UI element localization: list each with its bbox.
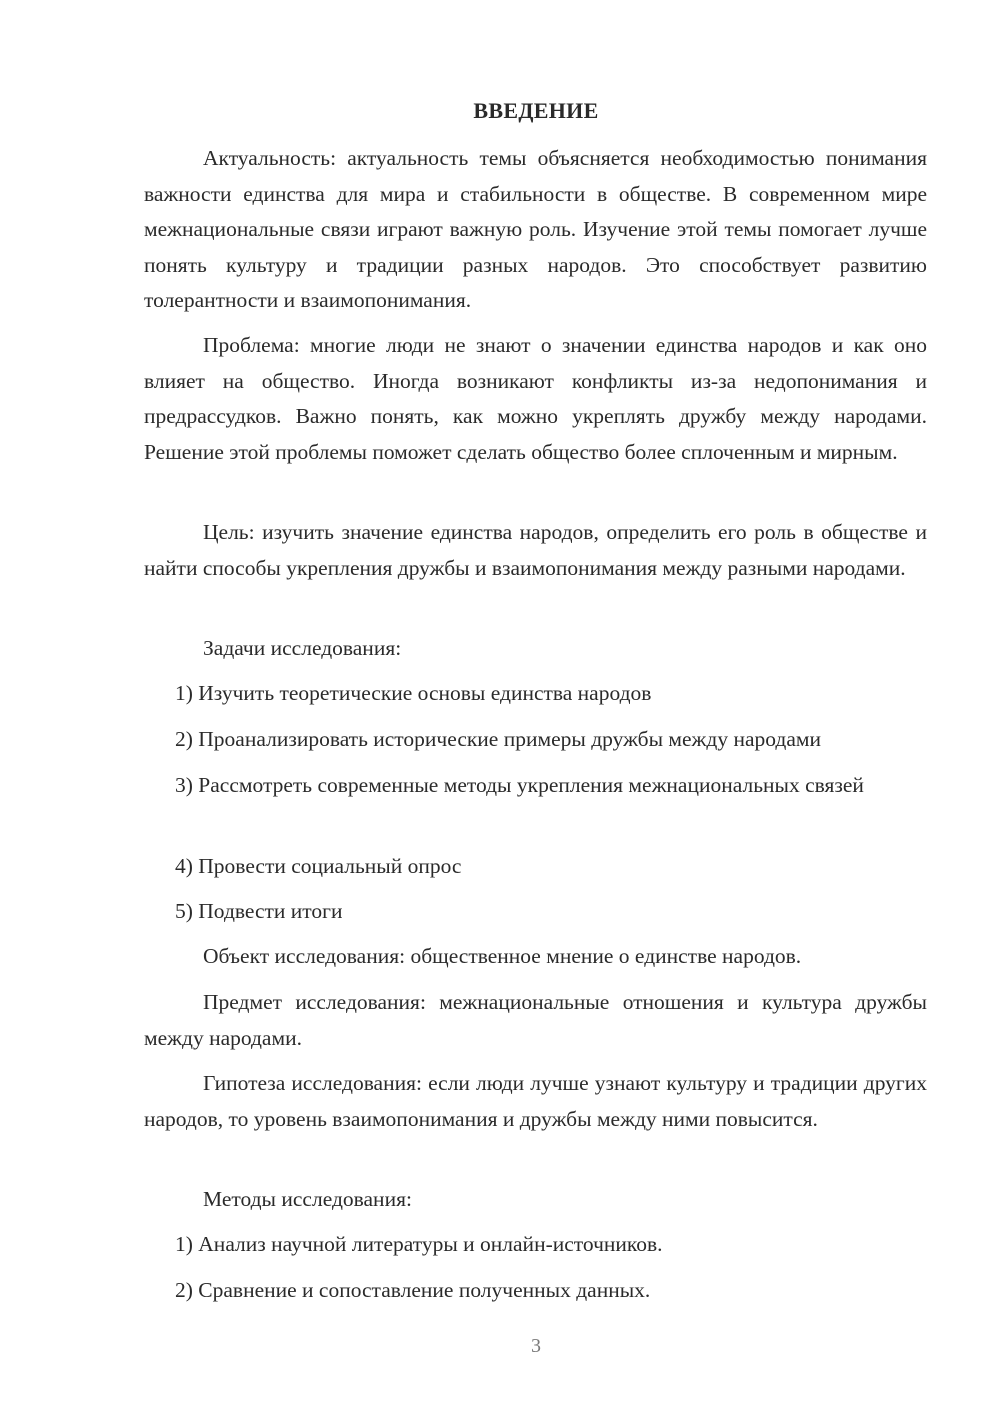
page-title: ВВЕДЕНИЕ bbox=[473, 98, 599, 123]
object-paragraph: Объект исследования: общественное мнение о единстве народов. bbox=[203, 944, 802, 968]
page-number: 3 bbox=[531, 1335, 541, 1357]
task-item-4: 4) Провести социальный опрос bbox=[175, 854, 462, 878]
task-item-2: 2) Проанализировать исторические примеры дружбы между народами bbox=[175, 727, 821, 751]
tasks-heading: Задачи исследования: bbox=[203, 636, 402, 660]
method-item-2: 2) Сравнение и сопоставление полученных данных. bbox=[175, 1278, 651, 1302]
task-item-5: 5) Подвести итоги bbox=[175, 899, 343, 923]
task-item-1: 1) Изучить теоретические основы единства народов bbox=[175, 681, 652, 705]
method-item-1: 1) Анализ научной литературы и онлайн-источников. bbox=[175, 1232, 663, 1256]
methods-heading: Методы исследования: bbox=[203, 1187, 412, 1211]
problem-paragraph: Проблема: многие люди не знают о значении единства народов и как оно влияет на общество. Иногда возникают конфликты из-за недопонимания и предрассудков. Важно понять, как можно укреплять дружбу между народами. Решение этой проблемы поможет сделать общество более сплоченным и мирным. bbox=[144, 333, 927, 464]
subject-paragraph: Предмет исследования: межнациональные отношения и культура дружбы между народами. bbox=[144, 990, 927, 1050]
goal-paragraph: Цель: изучить значение единства народов, определить его роль в обществе и найти способы укрепления дружбы и взаимопонимания между разными народами. bbox=[144, 520, 927, 580]
task-item-3: 3) Рассмотреть современные методы укрепления межнациональных связей bbox=[175, 773, 864, 797]
relevance-paragraph: Актуальность: актуальность темы объясняется необходимостью понимания важности единства для мира и стабильности в обществе. В современном мире межнациональные связи играют важную роль. Изучение этой темы помогает лучше понять культуру и традиции разных народов. Это способствует развитию толерантности и взаимопонимания. bbox=[144, 146, 927, 312]
hypothesis-paragraph: Гипотеза исследования: если люди лучше узнают культуру и традиции других народов, то уровень взаимопонимания и дружбы между ними повысится. bbox=[144, 1071, 927, 1131]
